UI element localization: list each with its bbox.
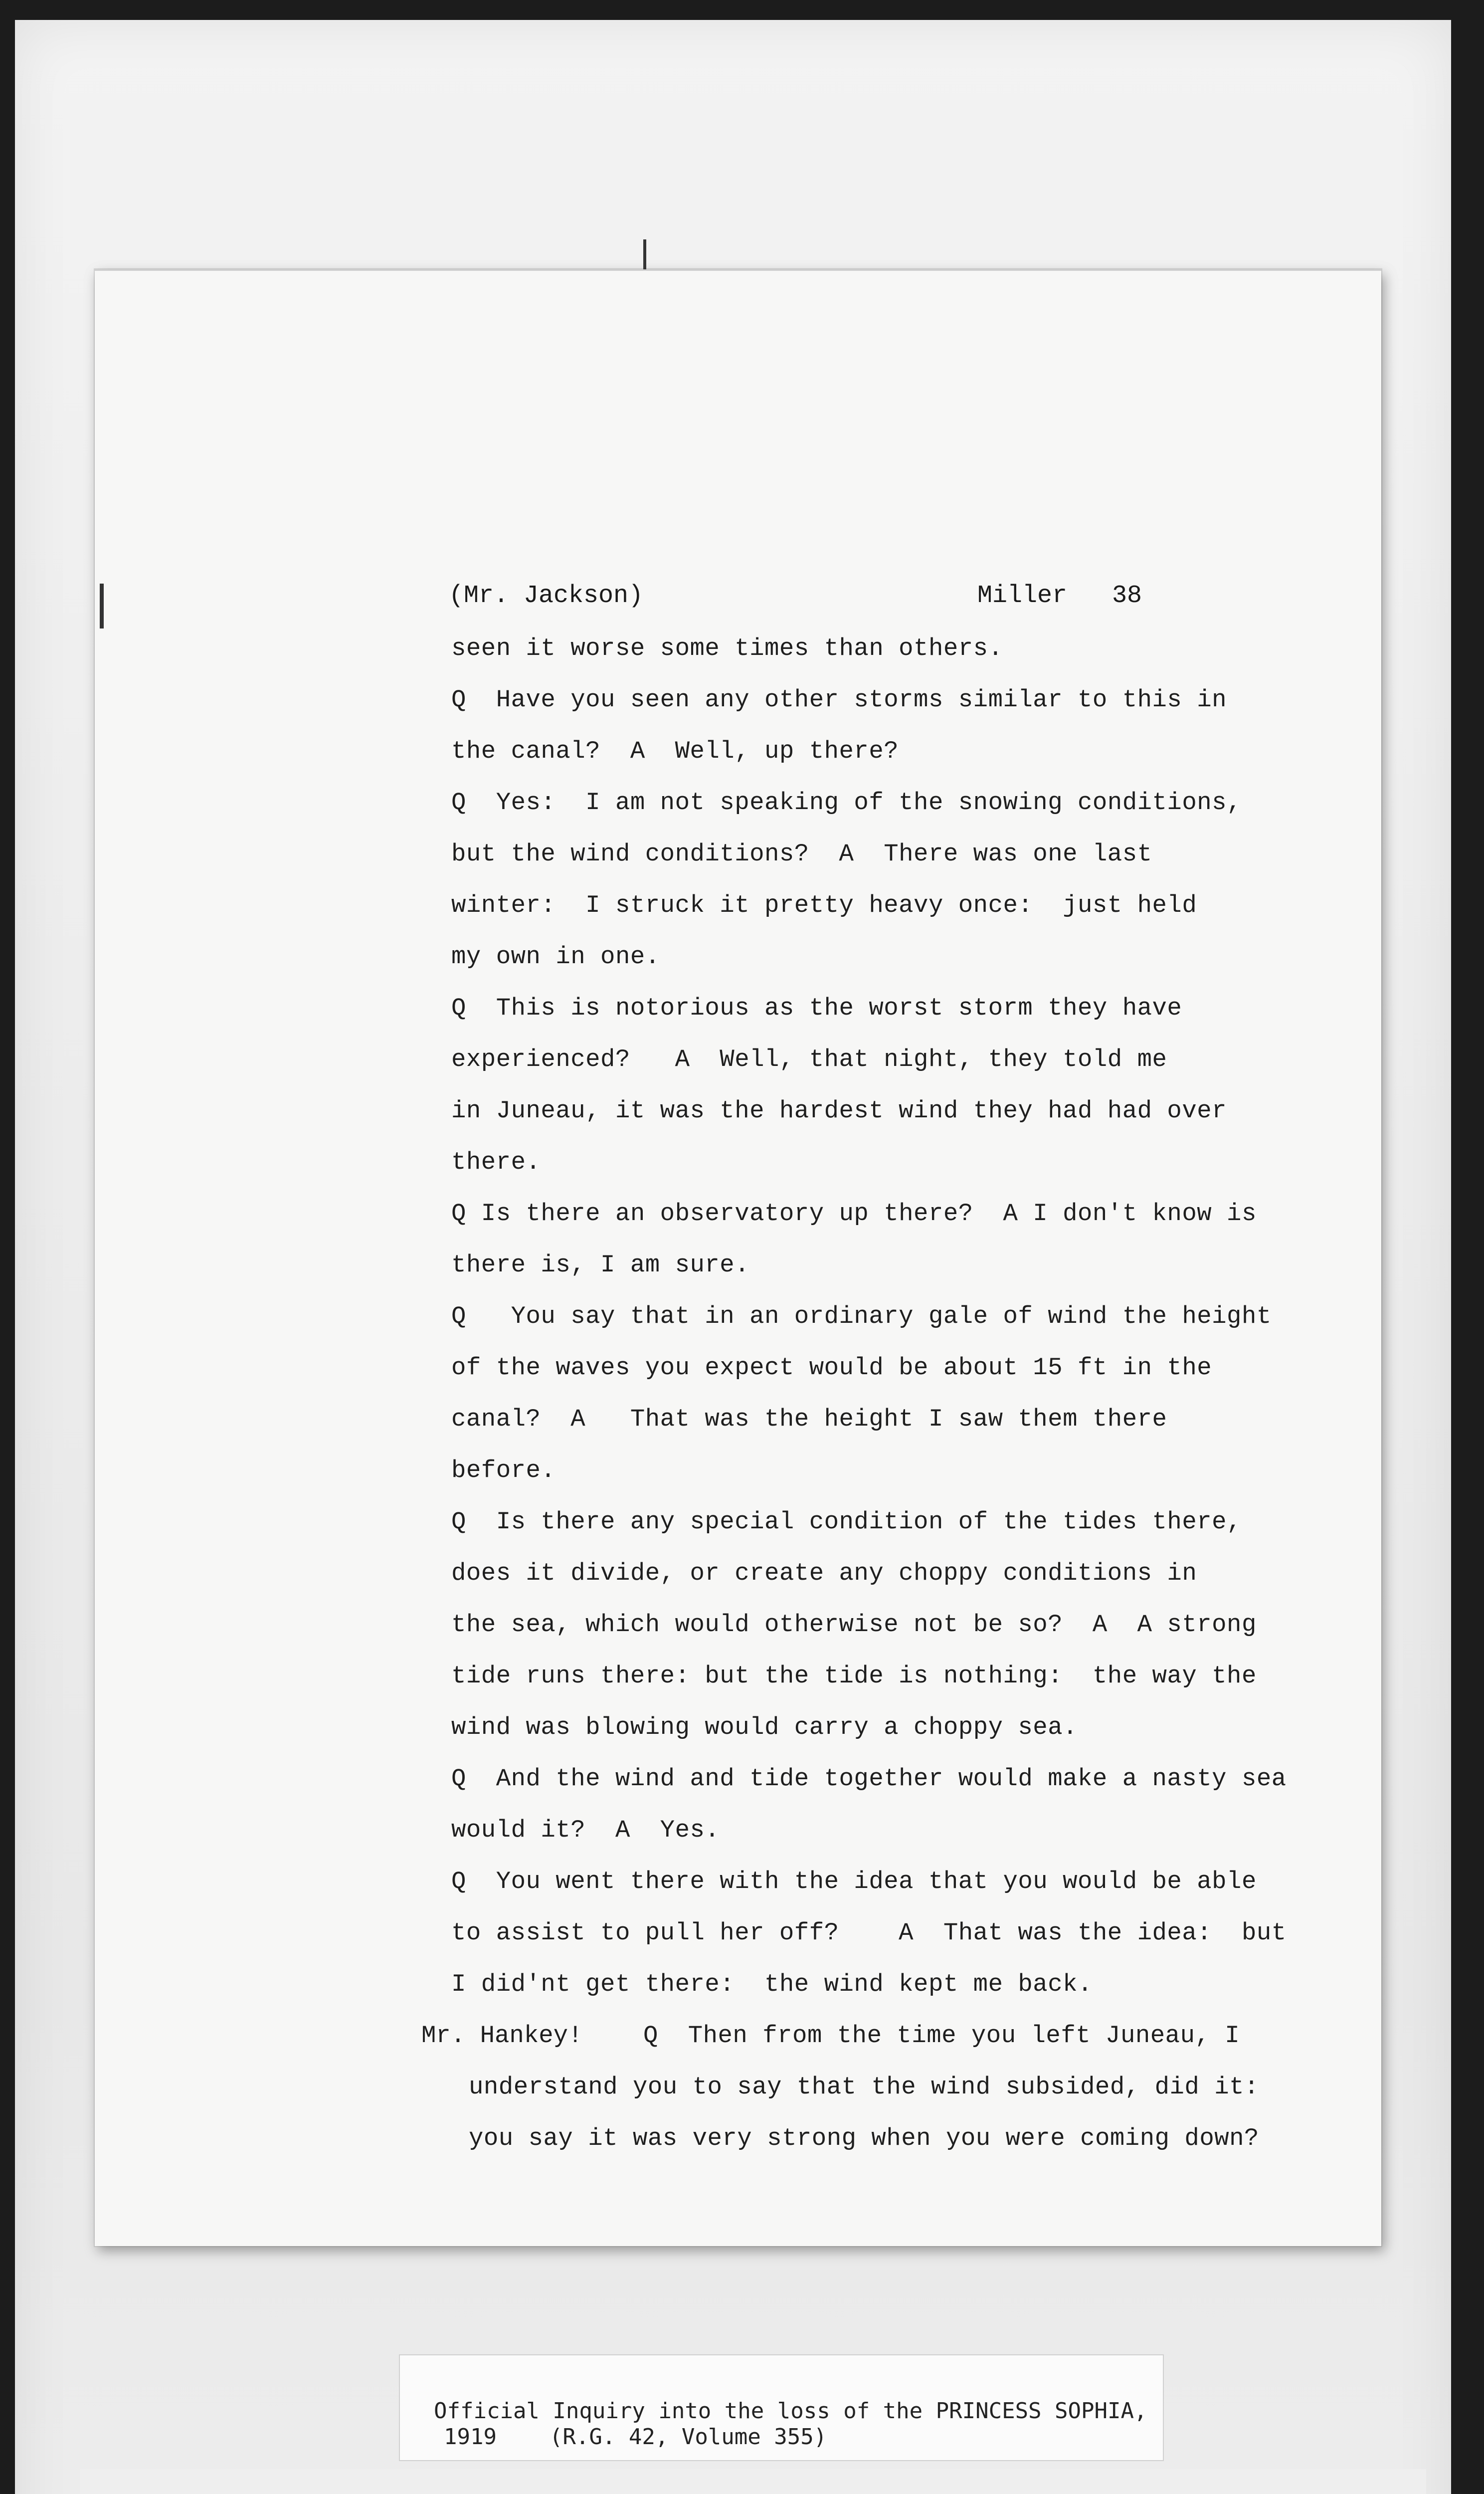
transcript-line: Q Is there any special condition of the tides there, [451,1508,1242,1536]
transcript-line: there is, I am sure. [451,1251,750,1279]
transcript-line: Q You went there with the idea that you would be able [451,1868,1257,1895]
margin-speaker: Mr. Hankey! [421,2022,583,2050]
transcript-line: Q Is there an observatory up there? A I don't know is [451,1200,1257,1228]
transcript-line: Q And the wind and tide together would make a nasty sea [451,1765,1287,1793]
transcript-line: understand you to say that the wind subsided, did it: [469,2073,1259,2101]
transcript-line: canal? A That was the height I saw them there [451,1405,1167,1433]
header-page-number: 38 [1112,582,1142,610]
transcript-line: you say it was very strong when you were coming down? [469,2124,1259,2152]
transcript-line: experienced? A Well, that night, they told me [451,1045,1167,1073]
transcript-line: before. [451,1456,556,1484]
transcript-line: of the waves you expect would be about 15 ft in the [451,1354,1212,1382]
transcript-line: I did'nt get there: the wind kept me back. [451,1970,1093,1998]
transcript-line: Q Yes: I am not speaking of the snowing conditions, [451,789,1242,817]
margin-mark [643,239,646,269]
transcript-line: my own in one. [451,943,660,971]
transcript-line: does it divide, or create any choppy conditions in [451,1559,1197,1587]
transcript-line: Q You say that in an ordinary gale of wind the height [451,1302,1272,1330]
transcript-line: Q Then from the time you left Juneau, I [643,2022,1240,2050]
page-header [449,582,1147,622]
transcript-line: seen it worse some times than others. [451,634,1003,662]
transcript-line: Q This is notorious as the worst storm they have [451,994,1182,1022]
transcript-line: in Juneau, it was the hardest wind they had had over [451,1097,1227,1125]
archive-caption [399,2354,1164,2461]
margin-mark [100,584,104,628]
header-speaker: (Mr. Jackson) [449,582,644,610]
transcript-line: Q Have you seen any other storms similar to this in [451,686,1227,714]
transcript-line: would it? A Yes. [451,1816,720,1844]
header-witness: Miller [977,582,1068,610]
caption-title: Official Inquiry into the loss of the PRINCESS SOPHIA, [434,2398,1147,2424]
transcript-line: the sea, which would otherwise not be so? A A strong [451,1611,1257,1639]
transcript-line: tide runs there: but the tide is nothing: the way the [451,1662,1257,1690]
transcript-line: wind was blowing would carry a choppy sea. [451,1713,1078,1741]
transcript-line: the canal? A Well, up there? [451,737,899,765]
caption-reference: 1919 (R.G. 42, Volume 355) [444,2424,827,2450]
transcript-line: there. [451,1148,541,1176]
transcript-line: winter: I struck it pretty heavy once: just held [451,891,1197,919]
archives-stamp [80,2469,1426,2494]
transcript-line: but the wind conditions? A There was one last [451,840,1152,868]
transcript-line: to assist to pull her off? A That was the idea: but [451,1919,1287,1947]
